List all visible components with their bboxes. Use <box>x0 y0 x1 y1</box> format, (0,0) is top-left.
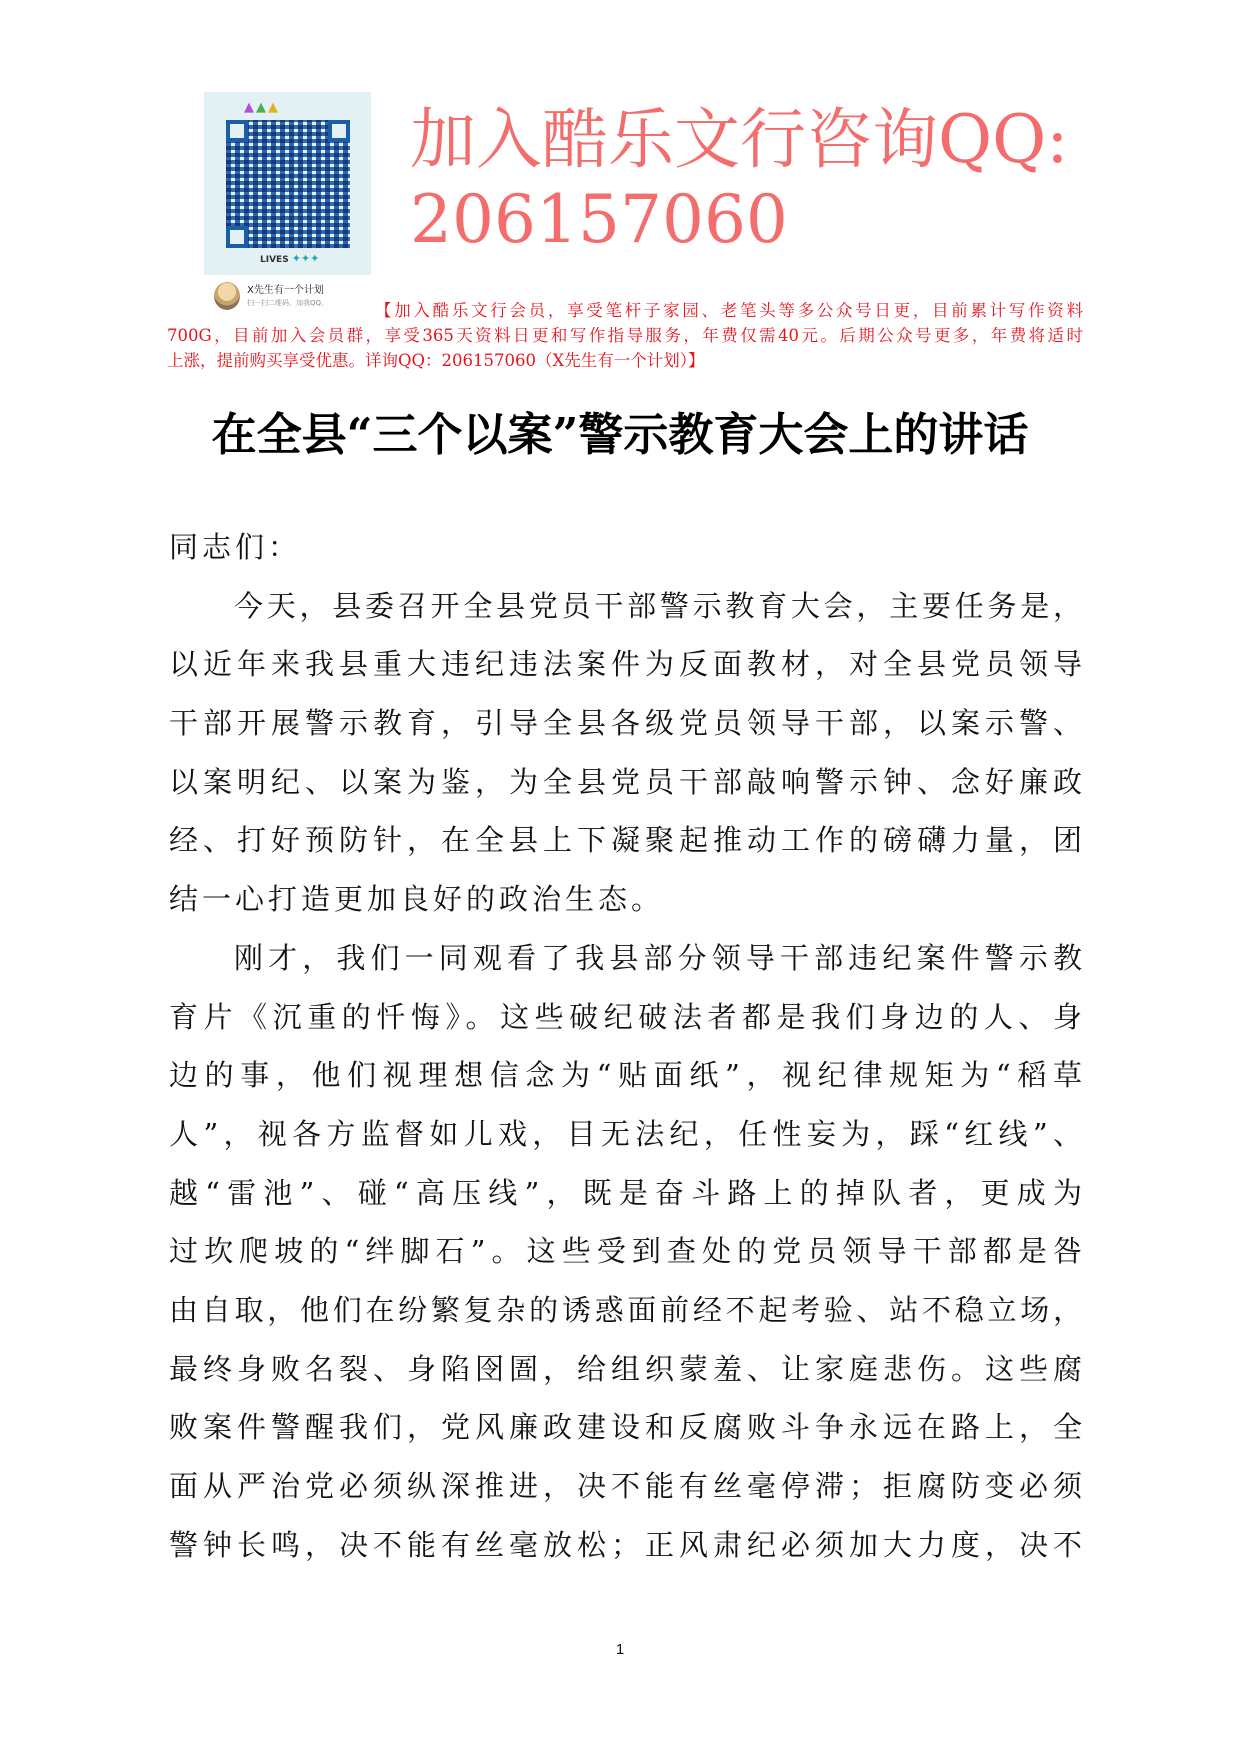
qr-finder-icon <box>226 120 248 142</box>
text-line: 育片《沉重的忏悔》。这些破纪破法者都是我们身边的人、身 <box>169 999 1082 1034</box>
qr-finder-icon <box>328 120 350 142</box>
promo-line: 【加入酷乐文行会员，享受笔杆子家园、老笔头等多公众号日更，目前累计写作资料 <box>375 301 1083 320</box>
text-line: 警钟长鸣，决不能有丝毫放松；正风肃纪必须加大力度，决不 <box>169 1527 1082 1562</box>
qr-code-card <box>204 92 371 275</box>
text-line: 干部开展警示教育，引导全县各级党员领导干部，以案示警、 <box>169 706 1082 741</box>
text-line: 经、打好预防针，在全县上下凝聚起推动工作的磅礴力量，团 <box>169 823 1082 858</box>
text-line: 刚才，我们一同观看了我县部分领导干部违纪案件警示教 <box>234 940 1082 975</box>
ghost-icons: ▲▲▲ <box>244 100 280 115</box>
text-line: 今天，县委召开全县党员干部警示教育大会，主要任务是， <box>234 588 1082 623</box>
text-line: 人”，视各方监督如儿戏，目无法纪，任性妄为，踩“红线”、 <box>169 1116 1082 1151</box>
promo-line: 700G，目前加入会员群，享受365天资料日更和写作指导服务，年费仅需40元。后期公众号更多，年费将适时 <box>167 326 1083 345</box>
text-line: 过坎爬坡的“绊脚石”。这些受到查处的党员领导干部都是咎 <box>169 1234 1082 1269</box>
text-line: 最终身败名裂、身陷囹圄，给组织蒙羞、让家庭悲伤。这些腐 <box>169 1351 1082 1386</box>
text-line: 以近年来我县重大违纪违法案件为反面教材，对全县党员领导 <box>169 647 1082 682</box>
text-line: 面从严治党必须纵深推进，决不能有丝毫停滞；拒腐防变必须 <box>169 1469 1082 1503</box>
promo-notice <box>167 298 1083 373</box>
page-title: 在全县“三个以案”警示教育大会上的讲话 <box>211 408 1029 461</box>
account-name: X先生有一个计划 <box>247 285 324 296</box>
speech-body <box>169 528 1082 1584</box>
salutation: 同志们： <box>169 530 302 564</box>
text-line: 败案件警醒我们，党风廉政建设和反腐败斗争永远在路上，全 <box>169 1410 1082 1445</box>
text-line: 边的事，他们视理想信念为“贴面纸”，视纪律规矩为“稻草 <box>169 1058 1082 1093</box>
qr-finder-icon <box>226 226 248 248</box>
text-line: 越“雷池”、碰“高压线”，既是奋斗路上的掉队者，更成为 <box>169 1175 1082 1210</box>
fish-icons: ✦✦✦ <box>291 252 320 265</box>
text-line: 由自取，他们在纷繁复杂的诱惑面前经不起考验、站不稳立场， <box>169 1292 1082 1327</box>
text-line: 结一心打造更加良好的政治生态。 <box>169 882 665 917</box>
qr-brand <box>260 252 319 265</box>
text-line: 以案明纪、以案为鉴，为全县党员干部敲响警示钟、念好廉政 <box>169 764 1082 799</box>
qr-brand-text: LIVES <box>260 255 289 265</box>
account-subtitle: 扫一扫二维码，加我QQ。 <box>247 299 329 307</box>
watermark: 加入酷乐文行咨询QQ:206157060 <box>410 101 1069 258</box>
promo-line: 上涨，提前购买享受优惠。详询QQ：206157060（X先生有一个计划）】 <box>167 351 705 370</box>
page-number: 1 <box>615 1641 625 1658</box>
